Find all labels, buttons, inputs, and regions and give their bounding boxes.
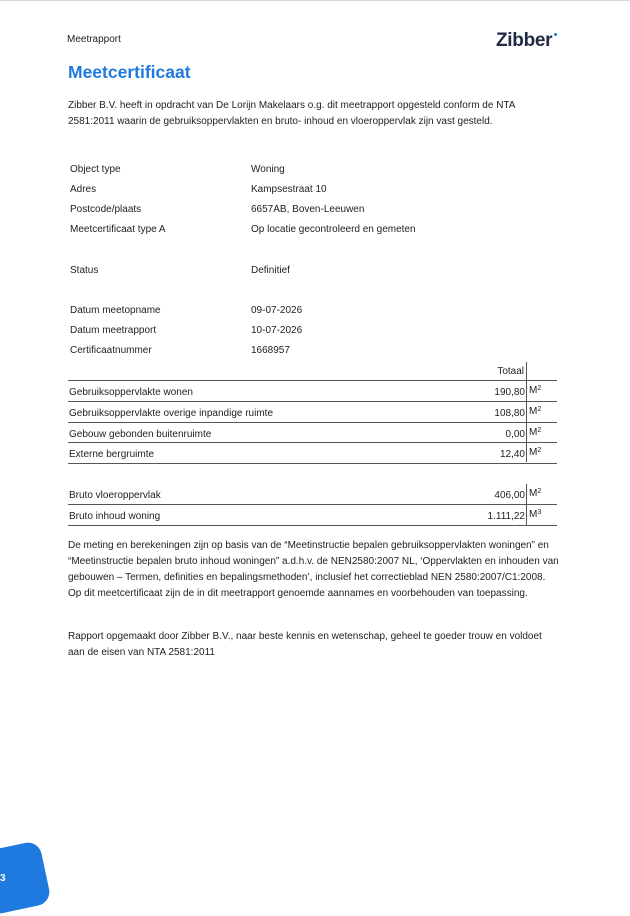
unit-exponent: 3 <box>537 509 542 516</box>
detail-value-datum-meetrapport: 10-07-2026 <box>251 325 303 336</box>
unit-exponent: 2 <box>537 447 542 454</box>
unit-exponent: 2 <box>537 385 542 392</box>
table-row <box>68 423 557 443</box>
detail-label-datum-meetrapport: Datum meetrapport <box>70 325 157 336</box>
table-rule <box>68 525 557 526</box>
row-unit <box>529 385 541 396</box>
page-number: 3 <box>0 873 6 884</box>
row-unit <box>529 488 541 499</box>
row-value: 12,40 <box>499 449 525 460</box>
row-label: Gebruiksoppervlakte overige inpandige ruimte <box>69 408 274 419</box>
unit-base: M <box>529 406 538 417</box>
table-row <box>68 402 557 422</box>
unit-base: M <box>529 385 538 396</box>
detail-value-certificaatnummer: 1668957 <box>251 345 290 356</box>
row-label: Gebouw gebonden buitenruimte <box>69 429 212 440</box>
row-unit <box>529 447 541 458</box>
detail-value-object-type: Woning <box>251 164 285 175</box>
header-label: Meetrapport <box>67 34 121 45</box>
zibber-logo: Zibber <box>496 30 553 51</box>
row-value: 0,00 <box>505 429 525 440</box>
detail-value-postcode: 6657AB, Boven-Leeuwen <box>251 204 365 215</box>
methodology-paragraph: De meting en berekeningen zijn op basis van de “Meetinstructie bepalen gebruiksoppervlakten woningen” en “Meetinstructie bepalen bruto inhoud woningen” a.d.h.v. de NEN2580:2007 NL, ‘Oppervlakten en inhouden van gebouwen – Termen, definities en bepalingsmethoden’, inclusief het correctieblad NEN 2580:2007/C1:2008. Op dit meetcertificaat zijn de in dit meetrapport genoemde aannames en voorbehouden van toepassing. <box>68 540 559 599</box>
top-divider <box>0 0 630 1</box>
detail-value-datum-meetopname: 09-07-2026 <box>251 305 303 316</box>
table-row <box>68 381 557 401</box>
detail-label-datum-meetopname: Datum meetopname <box>70 305 161 316</box>
page-badge <box>0 840 52 916</box>
table-rule <box>68 463 557 464</box>
page-title: Meetcertificaat <box>68 62 191 82</box>
detail-label-postcode: Postcode/plaats <box>70 204 142 215</box>
intro-paragraph: Zibber B.V. heeft in opdracht van De Lorijn Makelaars o.g. dit meetrapport opgesteld conform de NTA 2581:2011 waarin de gebruiksoppervlakten en bruto- inhoud en vloeroppervlak zijn vast gesteld. <box>68 100 515 127</box>
row-value: 406,00 <box>494 490 525 501</box>
detail-label-adres: Adres <box>70 184 97 195</box>
row-label: Bruto inhoud woning <box>69 511 161 522</box>
row-label: Bruto vloeroppervlak <box>69 490 161 501</box>
row-label: Gebruiksoppervlakte wonen <box>69 387 193 398</box>
closing-paragraph: Rapport opgemaakt door Zibber B.V., naar beste kennis en wetenschap, geheel te goeder trouw en voldoet aan de eisen van NTA 2581:2011 <box>68 631 542 658</box>
table-row <box>68 505 557 525</box>
row-unit <box>529 406 541 417</box>
table-row <box>68 443 557 463</box>
row-unit <box>529 509 541 520</box>
table-row <box>68 484 557 504</box>
row-unit <box>529 427 541 438</box>
detail-value-certificate-type: Op locatie gecontroleerd en gemeten <box>251 224 416 235</box>
detail-label-certificaatnummer: Certificaatnummer <box>70 345 152 356</box>
detail-value-adres: Kampsestraat 10 <box>251 184 327 195</box>
unit-exponent: 2 <box>537 427 542 434</box>
row-value: 190,80 <box>494 387 525 398</box>
row-label: Externe bergruimte <box>69 449 155 460</box>
detail-label-object-type: Object type <box>70 164 121 175</box>
row-value: 108,80 <box>494 408 525 419</box>
unit-base: M <box>529 509 538 520</box>
unit-exponent: 2 <box>537 488 542 495</box>
table-header-totaal: Totaal <box>497 366 524 377</box>
detail-label-certificate-type: Meetcertificaat type A <box>70 224 166 235</box>
unit-base: M <box>529 447 538 458</box>
row-value: 1.111,22 <box>487 511 525 522</box>
unit-exponent: 2 <box>537 406 542 413</box>
unit-base: M <box>529 427 538 438</box>
logo-dot <box>554 33 557 36</box>
detail-value-status: Definitief <box>251 265 290 276</box>
detail-label-status: Status <box>70 265 99 276</box>
unit-base: M <box>529 488 538 499</box>
